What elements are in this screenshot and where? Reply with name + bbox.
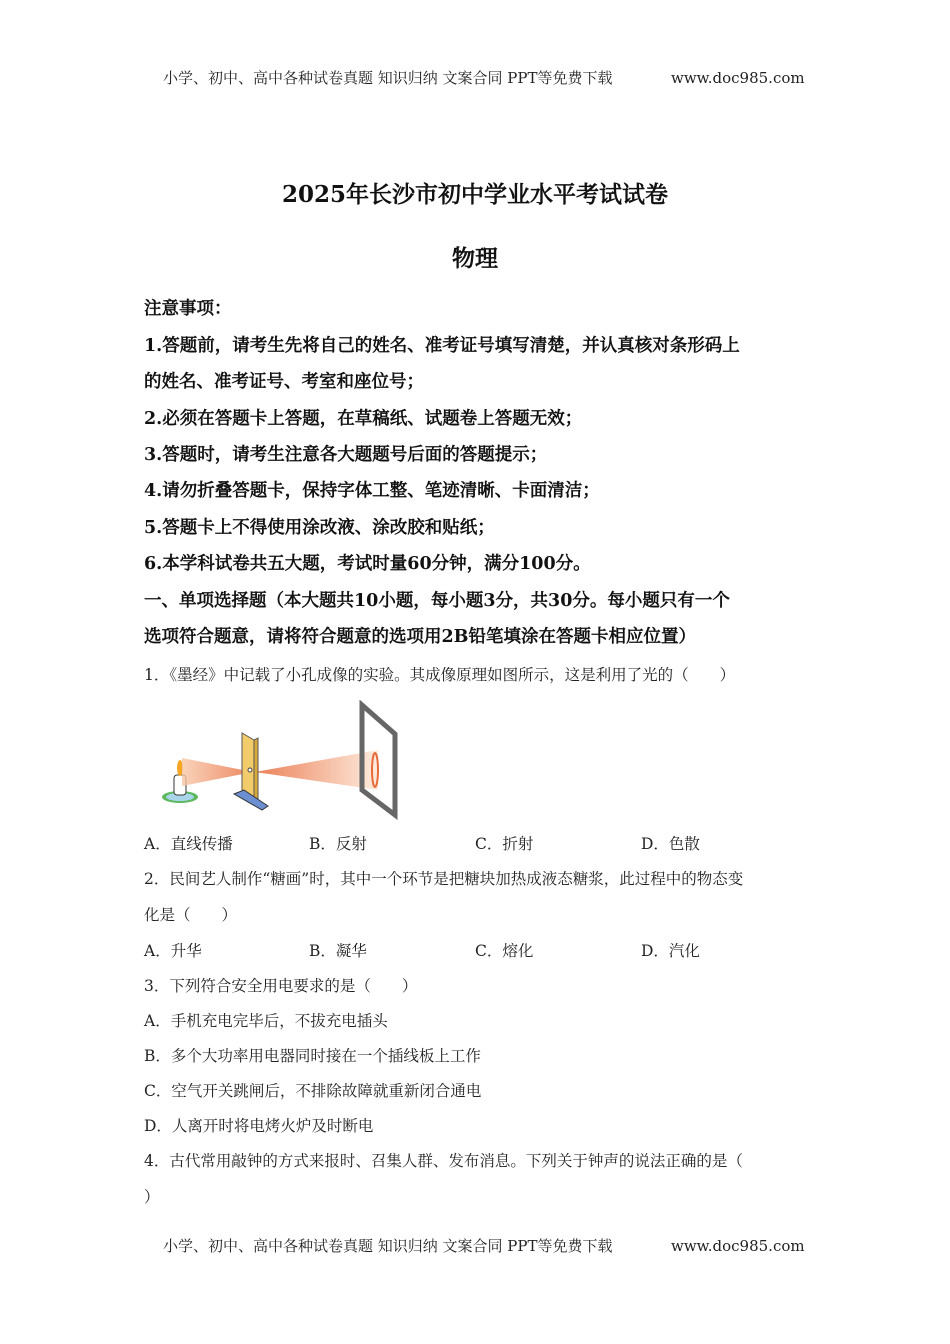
q2-option-d: D．汽化 bbox=[641, 942, 700, 960]
question-4-stem: ） bbox=[144, 1188, 160, 1206]
notice-item: 3.答题时，请考生注意各大题题号后面的答题提示； bbox=[144, 445, 548, 465]
header-url[interactable]: www.doc985.com bbox=[671, 69, 805, 87]
pinhole-imaging-figure bbox=[150, 700, 400, 820]
header-text: 小学、初中、高中各种试卷真题 知识归纳 文案合同 PPT等免费下载 bbox=[163, 69, 613, 87]
question-4-stem: 4．古代常用敲钟的方式来报时、召集人群、发布消息。下列关于钟声的说法正确的是（ bbox=[144, 1152, 743, 1170]
q2-option-b: B．凝华 bbox=[309, 942, 367, 960]
page-footer bbox=[163, 1237, 805, 1255]
notice-item: 4.请勿折叠答题卡，保持字体工整、笔迹清晰、卡面清洁； bbox=[144, 481, 600, 501]
q2-option-c: C．熔化 bbox=[475, 942, 534, 960]
question-2-stem: 化是（ ） bbox=[144, 906, 238, 924]
notice-item: 1.答题前，请考生先将自己的姓名、准考证号填写清楚，并认真核对条形码上 bbox=[144, 336, 740, 356]
question-1-stem: 1．《墨经》中记载了小孔成像的实验。其成像原理如图所示，这是利用了光的（ ） bbox=[144, 666, 736, 684]
question-3-stem: 3．下列符合安全用电要求的是（ ） bbox=[144, 977, 418, 995]
notice-item: 2.必须在答题卡上答题，在草稿纸、试题卷上答题无效； bbox=[144, 409, 583, 429]
page-header bbox=[163, 69, 805, 87]
q3-option-d: D．人离开时将电烤火炉及时断电 bbox=[144, 1117, 374, 1135]
notice-item: 5.答题卡上不得使用涂改液、涂改胶和贴纸； bbox=[144, 518, 495, 538]
subject-title: 物理 bbox=[452, 245, 498, 272]
question-2-stem: 2．民间艺人制作“糖画”时，其中一个环节是把糖块加热成液态糖浆，此过程中的物态变 bbox=[144, 870, 744, 888]
q1-option-d: D．色散 bbox=[641, 835, 700, 853]
footer-url[interactable]: www.doc985.com bbox=[671, 1237, 805, 1255]
q2-option-a: A．升华 bbox=[144, 942, 202, 960]
footer-text: 小学、初中、高中各种试卷真题 知识归纳 文案合同 PPT等免费下载 bbox=[163, 1237, 613, 1255]
q3-option-a: A．手机充电完毕后，不拔充电插头 bbox=[144, 1012, 388, 1030]
q1-option-b: B．反射 bbox=[309, 835, 367, 853]
section-heading: 选项符合题意，请将符合题意的选项用2B铅笔填涂在答题卡相应位置） bbox=[144, 627, 696, 647]
section-heading: 一、单项选择题（本大题共10小题，每小题3分，共30分。每小题只有一个 bbox=[144, 591, 730, 611]
notice-item: 的姓名、准考证号、考室和座位号； bbox=[144, 372, 424, 392]
q3-option-c: C．空气开关跳闸后，不排除故障就重新闭合通电 bbox=[144, 1082, 482, 1100]
q1-option-a: A．直线传播 bbox=[144, 835, 233, 853]
q3-option-b: B．多个大功率用电器同时接在一个插线板上工作 bbox=[144, 1047, 481, 1065]
exam-title: 2025年长沙市初中学业水平考试试卷 bbox=[281, 181, 668, 208]
notice-heading: 注意事项： bbox=[144, 299, 232, 319]
notice-item: 6.本学科试卷共五大题，考试时量60分钟，满分100分。 bbox=[144, 554, 591, 574]
q1-option-c: C．折射 bbox=[475, 835, 534, 853]
